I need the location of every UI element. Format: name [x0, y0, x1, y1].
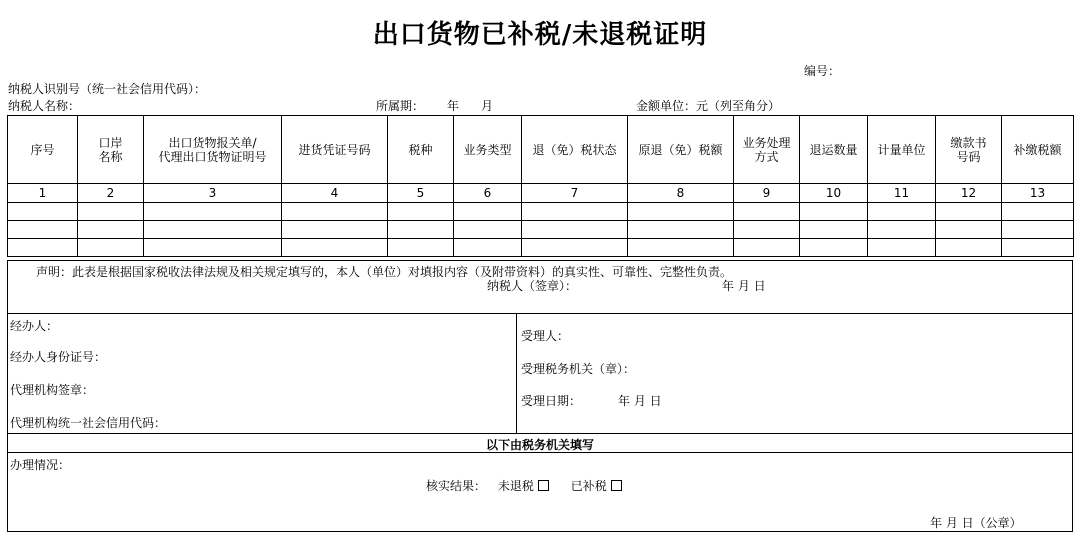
- table-cell[interactable]: [936, 221, 1002, 239]
- table-cell[interactable]: [8, 221, 78, 239]
- divider: [8, 313, 1072, 314]
- table-cell[interactable]: [282, 221, 388, 239]
- column-number: 7: [522, 184, 628, 203]
- table-cell[interactable]: [454, 239, 522, 257]
- table-cell[interactable]: [522, 203, 628, 221]
- table-cell[interactable]: [1002, 221, 1074, 239]
- amount-unit-label: 金额单位：元（列至角分）: [636, 99, 781, 113]
- table-cell[interactable]: [78, 203, 144, 221]
- column-header: 缴款书 号码: [936, 116, 1002, 184]
- handler-label: 经办人：: [10, 319, 59, 333]
- table-cell[interactable]: [800, 203, 868, 221]
- table-cell[interactable]: [1002, 203, 1074, 221]
- column-header: 原退（免）税额: [628, 116, 734, 184]
- column-number: 11: [868, 184, 936, 203]
- column-header: 业务处理 方式: [734, 116, 800, 184]
- receive-date-value: 年 月 日: [618, 394, 662, 408]
- table-cell[interactable]: [282, 203, 388, 221]
- table-cell[interactable]: [868, 239, 936, 257]
- handler-id-label: 经办人身份证号：: [10, 350, 107, 364]
- option-not-refunded-label: 未退税: [497, 479, 534, 493]
- column-number: 8: [628, 184, 734, 203]
- declaration-text: 声明：此表是根据国家税收法律法规及相关规定填写的，本人（单位）对填报内容（及附带资料）的真实性、可靠性、完整性负责。: [36, 265, 733, 279]
- option-supplemented-label: 已补税: [570, 479, 607, 493]
- column-number: 6: [454, 184, 522, 203]
- table-cell[interactable]: [78, 239, 144, 257]
- verification-result: [426, 477, 622, 494]
- column-number: 3: [144, 184, 282, 203]
- column-header: 业务类型: [454, 116, 522, 184]
- table-cell[interactable]: [282, 239, 388, 257]
- table-cell[interactable]: [144, 239, 282, 257]
- table-cell[interactable]: [78, 221, 144, 239]
- table-cell[interactable]: [936, 239, 1002, 257]
- table-cell[interactable]: [800, 239, 868, 257]
- divider: [516, 313, 517, 433]
- supplemented-checkbox[interactable]: [611, 480, 622, 491]
- period-year: 年: [447, 99, 460, 113]
- receive-date-label: 受理日期：: [521, 394, 582, 408]
- table-cell[interactable]: [8, 203, 78, 221]
- table-row: [8, 203, 1074, 221]
- column-header: 补缴税额: [1002, 116, 1074, 184]
- column-number: 1: [8, 184, 78, 203]
- table-cell[interactable]: [388, 203, 454, 221]
- table-cell[interactable]: [800, 221, 868, 239]
- table-cell[interactable]: [388, 221, 454, 239]
- column-number-row: [8, 184, 1074, 203]
- agent-credit-code-label: 代理机构统一社会信用代码：: [10, 416, 167, 430]
- signature-date: 年 月 日: [722, 279, 766, 293]
- column-number: 5: [388, 184, 454, 203]
- column-header: 税种: [388, 116, 454, 184]
- form-title: 出口货物已补税/未退税证明: [372, 20, 708, 50]
- table-cell[interactable]: [522, 239, 628, 257]
- table-cell[interactable]: [734, 221, 800, 239]
- table-cell[interactable]: [144, 221, 282, 239]
- lower-form-section: [7, 260, 1073, 532]
- verification-result-label: 核实结果：: [426, 479, 487, 493]
- table-cell[interactable]: [8, 239, 78, 257]
- period-label: 所属期：: [376, 99, 425, 113]
- table-cell[interactable]: [628, 221, 734, 239]
- column-number: 9: [734, 184, 800, 203]
- table-row: [8, 239, 1074, 257]
- column-number: 10: [800, 184, 868, 203]
- taxpayer-signature-label: 纳税人（签章）：: [487, 279, 578, 293]
- column-number: 13: [1002, 184, 1074, 203]
- divider: [8, 433, 1072, 434]
- table-cell[interactable]: [936, 203, 1002, 221]
- table-cell[interactable]: [868, 203, 936, 221]
- column-number: 4: [282, 184, 388, 203]
- table-header-row: [8, 116, 1074, 184]
- serial-number-label: 编号：: [804, 64, 841, 78]
- table-cell[interactable]: [628, 239, 734, 257]
- official-seal-date: 年 月 日（公章）: [930, 516, 1022, 530]
- table-cell[interactable]: [734, 203, 800, 221]
- tax-office-section-label: 以下由税务机关填写: [485, 438, 594, 452]
- taxpayer-id-label: 纳税人识别号（统一社会信用代码）：: [8, 82, 207, 96]
- column-header: 序号: [8, 116, 78, 184]
- table-cell[interactable]: [734, 239, 800, 257]
- table-cell[interactable]: [454, 221, 522, 239]
- table-cell[interactable]: [388, 239, 454, 257]
- taxpayer-name-label: 纳税人名称：: [8, 99, 81, 113]
- column-header: 进货凭证号码: [282, 116, 388, 184]
- column-header: 出口货物报关单/ 代理出口货物证明号: [144, 116, 282, 184]
- not-refunded-checkbox[interactable]: [538, 480, 549, 491]
- divider: [8, 452, 1072, 453]
- receiver-label: 受理人：: [521, 329, 570, 343]
- column-header: 退运数量: [800, 116, 868, 184]
- column-header: 退（免）税状态: [522, 116, 628, 184]
- column-header: 口岸 名称: [78, 116, 144, 184]
- goods-table: [7, 115, 1074, 257]
- table-cell[interactable]: [522, 221, 628, 239]
- column-number: 2: [78, 184, 144, 203]
- receiving-office-label: 受理税务机关（章）：: [521, 362, 636, 376]
- table-row: [8, 221, 1074, 239]
- column-header: 计量单位: [868, 116, 936, 184]
- column-number: 12: [936, 184, 1002, 203]
- table-cell[interactable]: [144, 203, 282, 221]
- processing-status-label: 办理情况：: [10, 458, 71, 472]
- period-month: 月: [481, 99, 494, 113]
- table-cell[interactable]: [1002, 239, 1074, 257]
- table-cell[interactable]: [454, 203, 522, 221]
- table-cell[interactable]: [628, 203, 734, 221]
- table-cell[interactable]: [868, 221, 936, 239]
- agent-sign-label: 代理机构签章：: [10, 383, 95, 397]
